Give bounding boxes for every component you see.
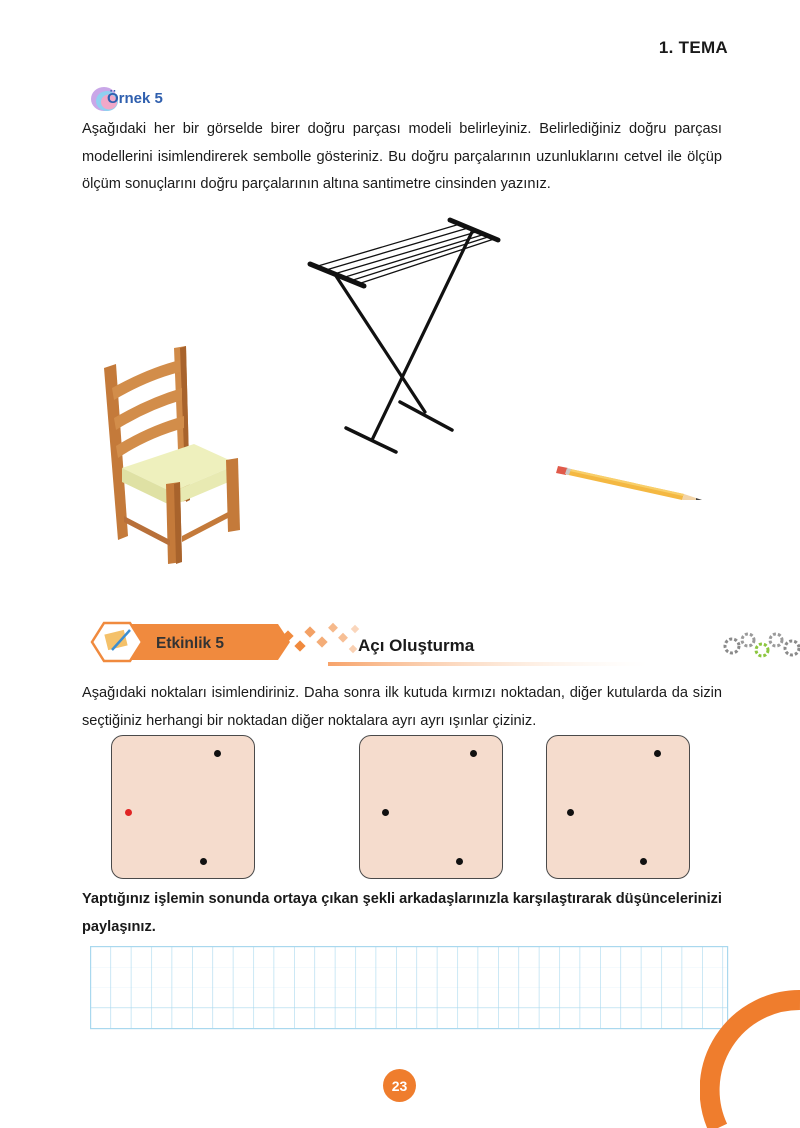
pencil-image: [556, 462, 706, 504]
point: [200, 858, 207, 865]
dot-box-3[interactable]: [546, 735, 690, 879]
point: [456, 858, 463, 865]
point: [214, 750, 221, 757]
point: [567, 809, 574, 816]
point: [654, 750, 661, 757]
activity-instruction: Aşağıdaki noktaları isimlendiriniz. Daha sonra ilk kutuda kırmızı noktadan, diğer kutularda da sizin seçtiğiniz herhangi bir noktadan diğer noktalara ayrı ayrı ışınlar çiziniz.: [82, 685, 722, 729]
activity-label: Etkinlik 5: [156, 635, 225, 652]
drying-rack-image: [300, 210, 510, 460]
gears-icon: [718, 628, 800, 662]
dot-box-2[interactable]: [359, 735, 503, 879]
followup-question: Yaptığınız işlemin sonunda ortaya çıkan şekli arkadaşlarınızla karşılaştırarak düşüncelerinizi paylaşınız.: [82, 891, 722, 935]
activity-title: Açı Oluşturma: [358, 636, 475, 655]
point: [640, 858, 647, 865]
point: [470, 750, 477, 757]
chair-image: [100, 340, 245, 565]
corner-arc-decoration: [700, 990, 800, 1128]
dot-box-1[interactable]: [111, 735, 255, 879]
answer-grid[interactable]: [90, 946, 730, 1032]
theme-label: 1. TEMA: [658, 38, 728, 57]
example-label: Örnek 5: [107, 90, 163, 107]
point: [382, 809, 389, 816]
page-number: 23: [383, 1069, 416, 1102]
red-point: [125, 809, 132, 816]
example-instruction: Aşağıdaki her bir görselde birer doğru parçası modeli belirleyiniz. Belirlediğiniz doğru parçası modellerini isimlendirerek sembolle gösteriniz. Bu doğru parçalarının uzunluklarını cetvel ile ölçüp ölçüm sonuçlarını doğru parçalarının altına santimetre cinsinden yazınız.: [82, 121, 722, 192]
